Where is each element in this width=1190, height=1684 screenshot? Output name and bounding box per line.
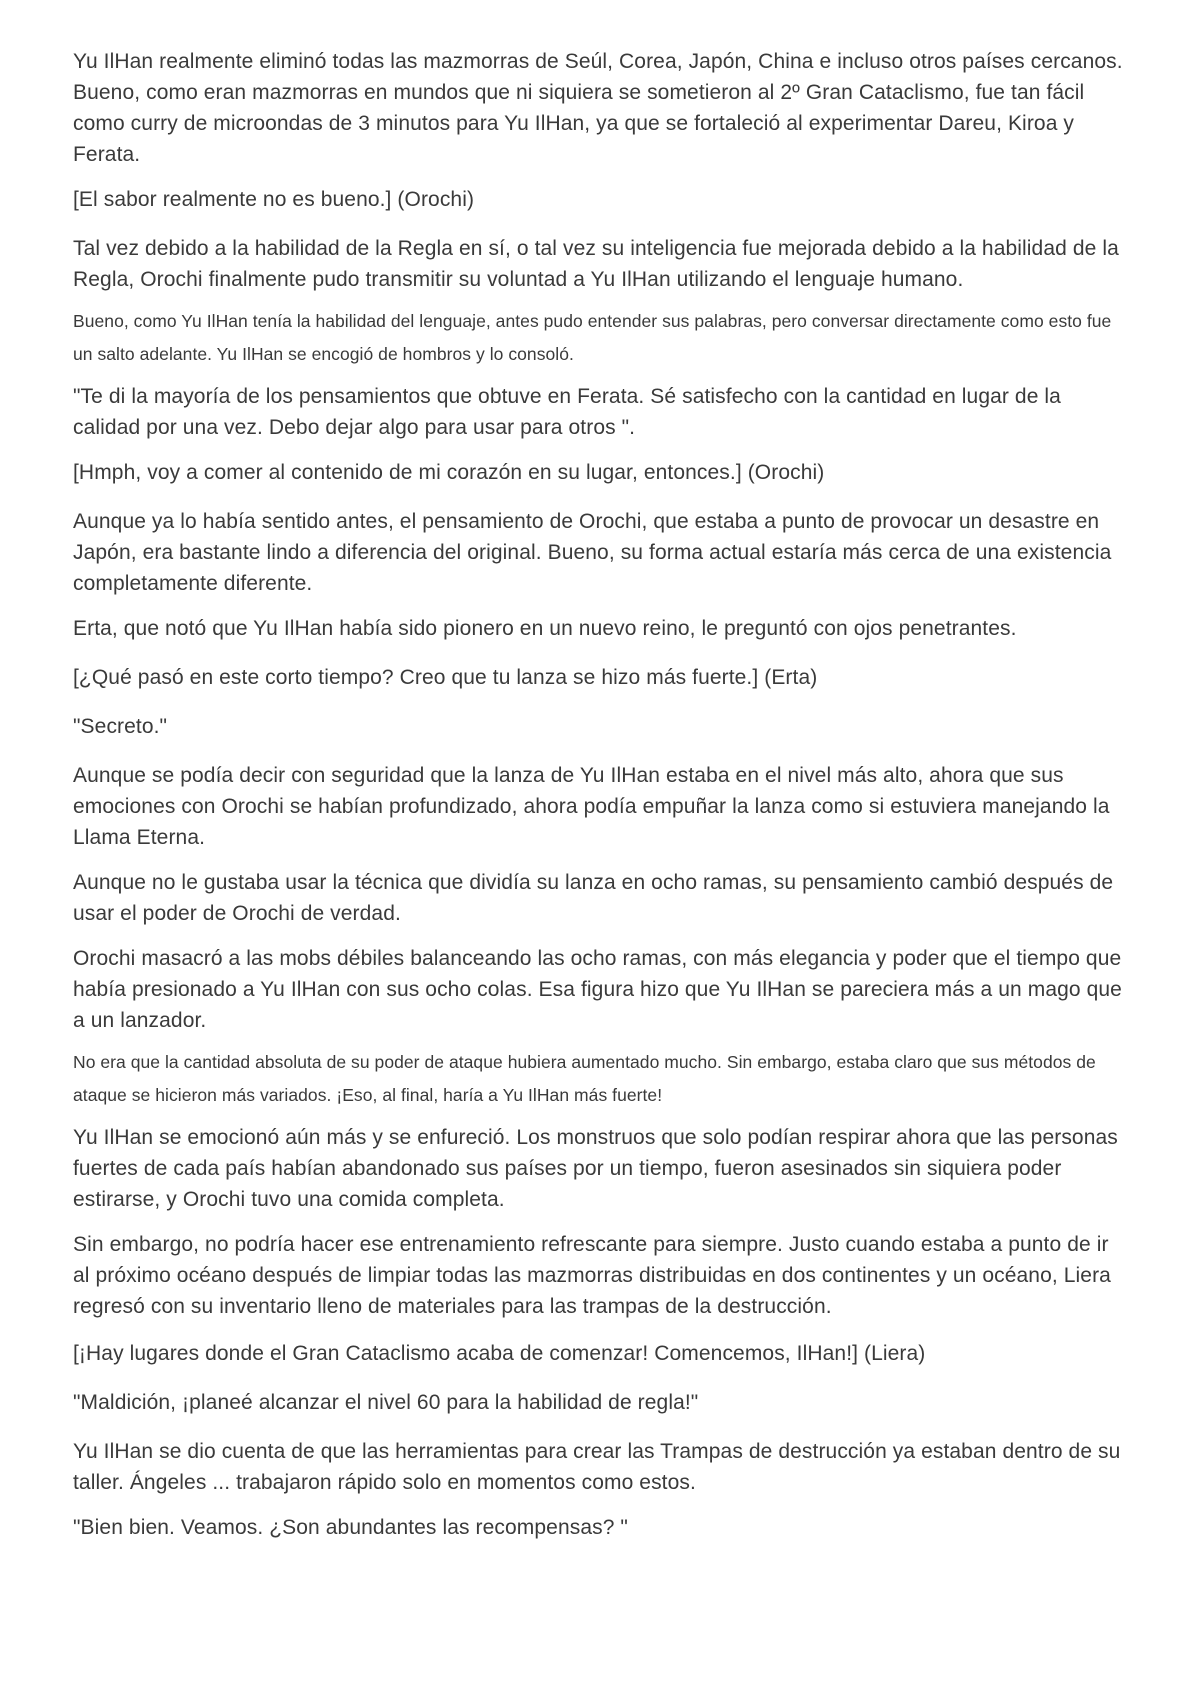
paragraph-1: Yu IlHan realmente eliminó todas las mazmorras de Seúl, Corea, Japón, China e incluso otros países cercanos. Bueno, como eran mazmorras en mundos que ni siquiera se sometieron al 2º Gran Cataclismo, fue tan fácil como curry de microondas de 3 minutos para Yu IlHan, ya que se fortaleció al experimentar Dareu, Kiroa y Ferata. [73, 50, 1123, 166]
paragraph-5: "Te di la mayoría de los pensamientos que obtuve en Ferata. Sé satisfecho con la cantidad en lugar de la calidad por una vez. Debo dejar algo para usar para otros ". [73, 385, 1061, 439]
document-page [73, 46, 1123, 1543]
paragraph-14: No era que la cantidad absoluta de su poder de ataque hubiera aumentado mucho. Sin embargo, estaba claro que sus métodos de ataque se hicieron más variados. ¡Eso, al final, haría a Yu IlHan más fuerte! [73, 1052, 1096, 1105]
paragraph-10: "Secreto." [73, 715, 168, 738]
paragraph-19: Yu IlHan se dio cuenta de que las herramientas para crear las Trampas de destrucción ya estaban dentro de su taller. Ángeles ... trabajaron rápido solo en momentos como estos. [73, 1440, 1121, 1494]
paragraph-17: [¡Hay lugares donde el Gran Cataclismo acaba de comenzar! Comencemos, IlHan!] (Liera) [73, 1342, 926, 1365]
paragraph-20: "Bien bien. Veamos. ¿Son abundantes las recompensas? " [73, 1516, 628, 1539]
paragraph-9: [¿Qué pasó en este corto tiempo? Creo que tu lanza se hizo más fuerte.] (Erta) [73, 666, 818, 689]
paragraph-13: Orochi masacró a las mobs débiles balanceando las ocho ramas, con más elegancia y poder que el tiempo que había presionado a Yu IlHan con sus ocho colas. Esa figura hizo que Yu IlHan se pareciera más a un mago que a un lanzador. [73, 947, 1122, 1032]
paragraph-8: Erta, que notó que Yu IlHan había sido pionero en un nuevo reino, le preguntó con ojos penetrantes. [73, 617, 1017, 640]
paragraph-6: [Hmph, voy a comer al contenido de mi corazón en su lugar, entonces.] (Orochi) [73, 461, 825, 484]
paragraph-4: Bueno, como Yu IlHan tenía la habilidad del lenguaje, antes pudo entender sus palabras, pero conversar directamente como esto fue un salto adelante. Yu IlHan se encogió de hombros y lo consoló. [73, 311, 1112, 364]
paragraph-11: Aunque se podía decir con seguridad que la lanza de Yu IlHan estaba en el nivel más alto, ahora que sus emociones con Orochi se habían profundizado, ahora podía empuñar la lanza como si estuviera manejando la Llama Eterna. [73, 764, 1110, 849]
paragraph-3: Tal vez debido a la habilidad de la Regla en sí, o tal vez su inteligencia fue mejorada debido a la habilidad de la Regla, Orochi finalmente pudo transmitir su voluntad a Yu IlHan utilizando el lenguaje humano. [73, 237, 1119, 291]
paragraph-18: "Maldición, ¡planeé alcanzar el nivel 60 para la habilidad de regla!" [73, 1391, 699, 1414]
paragraph-7: Aunque ya lo había sentido antes, el pensamiento de Orochi, que estaba a punto de provocar un desastre en Japón, era bastante lindo a diferencia del original. Bueno, su forma actual estaría más cerca de una existencia completamente diferente. [73, 510, 1112, 595]
paragraph-12: Aunque no le gustaba usar la técnica que dividía su lanza en ocho ramas, su pensamiento cambió después de usar el poder de Orochi de verdad. [73, 871, 1114, 925]
paragraph-15: Yu IlHan se emocionó aún más y se enfureció. Los monstruos que solo podían respirar ahora que las personas fuertes de cada país habían abandonado sus países por un tiempo, fueron asesinados sin siquiera poder estirarse, y Orochi tuvo una comida completa. [73, 1126, 1118, 1211]
paragraph-16: Sin embargo, no podría hacer ese entrenamiento refrescante para siempre. Justo cuando estaba a punto de ir al próximo océano después de limpiar todas las mazmorras distribuidas en dos continentes y un océano, Liera regresó con su inventario lleno de materiales para las trampas de la destrucción. [73, 1233, 1111, 1318]
paragraph-2: [El sabor realmente no es bueno.] (Orochi) [73, 188, 475, 211]
